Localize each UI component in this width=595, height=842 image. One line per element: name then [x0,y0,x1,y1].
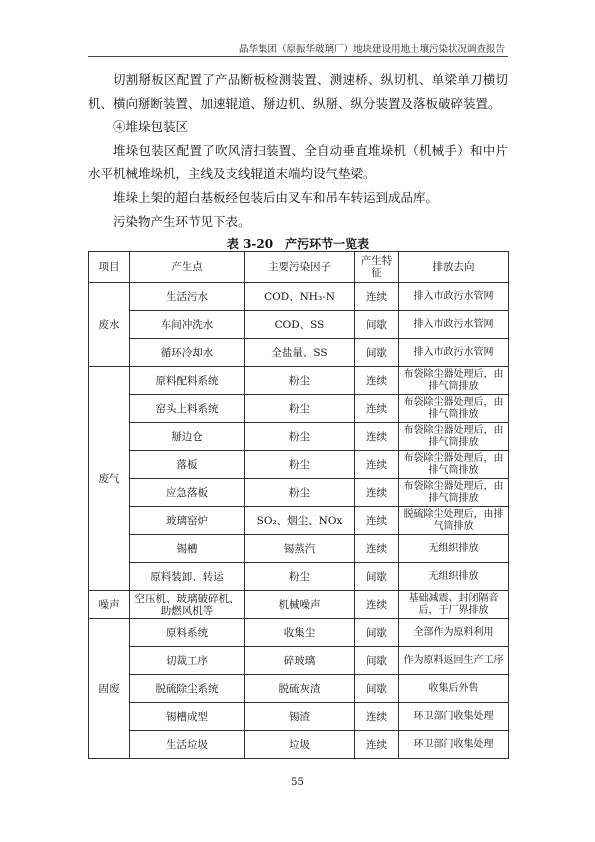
destination-cell: 环卫部门收集处理 [399,703,509,731]
table-row [89,451,509,479]
table-row [89,507,509,535]
destination-cell: 全部作为原料利用 [399,619,509,647]
destination-cell: 收集后外售 [399,675,509,703]
feature-cell: 间歇 [355,563,399,591]
source-cell: 锡槽成型 [130,703,245,731]
pollutant-cell: 粉尘 [245,479,355,507]
table-row [89,647,509,675]
table-body [89,283,509,759]
pollutant-cell: 粉尘 [245,367,355,395]
source-cell: 落板 [130,451,245,479]
destination-cell: 布袋除尘器处理后，由排气筒排放 [399,451,509,479]
table-row [89,675,509,703]
destination-cell: 排入市政污水管网 [399,283,509,311]
pollutant-cell: 全盐量、SS [245,339,355,367]
table-row [89,703,509,731]
source-cell: 生活污水 [130,283,245,311]
header-rule [88,56,508,57]
subheading-stacking: ④堆垛包装区 [113,119,189,135]
feature-cell: 连续 [355,479,399,507]
destination-cell: 布袋除尘器处理后，由排气筒排放 [399,395,509,423]
feature-cell: 连续 [355,451,399,479]
pollutant-cell: 锡渣 [245,703,355,731]
feature-cell: 连续 [355,367,399,395]
destination-cell: 布袋除尘器处理后，由排气筒排放 [399,423,509,451]
feature-cell: 间歇 [355,619,399,647]
header-feature: 产生特征 [355,252,399,283]
table-header-row [89,252,509,283]
pollutant-cell: 脱硫灰渣 [245,675,355,703]
feature-cell: 连续 [355,591,399,619]
pollutant-cell: 机械噪声 [245,591,355,619]
header-category: 项目 [89,252,130,283]
destination-cell: 排入市政污水管网 [399,339,509,367]
pollution-table [88,251,509,759]
table-row [89,395,509,423]
source-cell: 原料配料系统 [130,367,245,395]
feature-cell: 连续 [355,731,399,759]
table-row [89,367,509,395]
source-cell: 车间冲洗水 [130,311,245,339]
source-cell: 脱硫除尘系统 [130,675,245,703]
table-row [89,535,509,563]
paragraph-table-intro: 污染物产生环节见下表。 [113,213,251,229]
source-cell: 锡槽 [130,535,245,563]
paragraph-cutting: 切割掰板区配置了产品断板检测装置、测速桥、纵切机、单梁单刀横切机、横向掰断装置、加速辊道、掰边机、纵掰、纵分装置及落板破碎装置。 [88,72,508,111]
destination-cell: 布袋除尘器处理后，由排气筒排放 [399,367,509,395]
category-cell: 噪声 [89,591,130,619]
feature-cell: 间歇 [355,675,399,703]
destination-cell: 脱硫除尘处理后，由排气筒排放 [399,507,509,535]
pollutant-cell: COD、NH₃-N [245,283,355,311]
source-cell: 循环冷却水 [130,339,245,367]
feature-cell: 连续 [355,395,399,423]
feature-cell: 连续 [355,507,399,535]
feature-cell: 连续 [355,703,399,731]
feature-cell: 间歇 [355,647,399,675]
table-row [89,563,509,591]
table-row [89,591,509,619]
page-number: 55 [291,777,304,788]
destination-cell: 环卫部门收集处理 [399,731,509,759]
header-destination: 排放去向 [399,252,509,283]
table-row [89,339,509,367]
source-cell: 生活垃圾 [130,731,245,759]
destination-cell: 作为原料返回生产工序 [399,647,509,675]
pollutant-cell: SO₂、烟尘、NOx [245,507,355,535]
running-header: 晶华集团（原振华玻璃厂）地块建设用地土壤污染状况调查报告 [238,44,505,55]
pollutant-cell: 粉尘 [245,423,355,451]
table-row [89,283,509,311]
table-title: 表 3-20 产污环节一览表 [226,237,370,251]
source-cell: 应急落板 [130,479,245,507]
table-row [89,731,509,759]
paragraph-packaging: 堆垛上架的超白基板经包装后由叉车和吊车转运到成品库。 [113,189,439,205]
category-cell: 固废 [89,619,130,759]
table-row [89,619,509,647]
source-cell: 原料系统 [130,619,245,647]
feature-cell: 间歇 [355,311,399,339]
body-text [88,68,508,233]
pollutant-cell: COD、SS [245,311,355,339]
source-cell: 原料装卸、转运 [130,563,245,591]
table-row [89,479,509,507]
category-cell: 废气 [89,367,130,591]
feature-cell: 间歇 [355,339,399,367]
paragraph-stacking: 堆垛包装区配置了吹风清扫装置、全自动垂直堆垛机（机械手）和中片水平机械堆垛机，主线及支线辊道末端均设气垫梁。 [88,142,508,182]
pollutant-cell: 垃圾 [245,731,355,759]
source-cell: 切裁工序 [130,647,245,675]
destination-cell: 布袋除尘器处理后，由排气筒排放 [399,479,509,507]
pollutant-cell: 粉尘 [245,451,355,479]
destination-cell: 无组织排放 [399,563,509,591]
feature-cell: 连续 [355,283,399,311]
table-row [89,311,509,339]
category-cell: 废水 [89,283,130,367]
destination-cell: 无组织排放 [399,535,509,563]
source-cell: 窑头上料系统 [130,395,245,423]
header-source: 产生点 [130,252,245,283]
source-cell: 玻璃窑炉 [130,507,245,535]
pollutant-cell: 粉尘 [245,563,355,591]
feature-cell: 连续 [355,535,399,563]
source-cell: 空压机、玻璃破碎机、助燃风机等 [130,591,245,619]
table-row [89,423,509,451]
pollutant-cell: 收集尘 [245,619,355,647]
header-pollutant: 主要污染因子 [245,252,355,283]
pollutant-cell: 锡蒸汽 [245,535,355,563]
feature-cell: 连续 [355,423,399,451]
destination-cell: 排入市政污水管网 [399,311,509,339]
pollutant-cell: 粉尘 [245,395,355,423]
destination-cell: 基础减震、封闭隔音后，于厂界排放 [399,591,509,619]
pollutant-cell: 碎玻璃 [245,647,355,675]
source-cell: 掰边仓 [130,423,245,451]
